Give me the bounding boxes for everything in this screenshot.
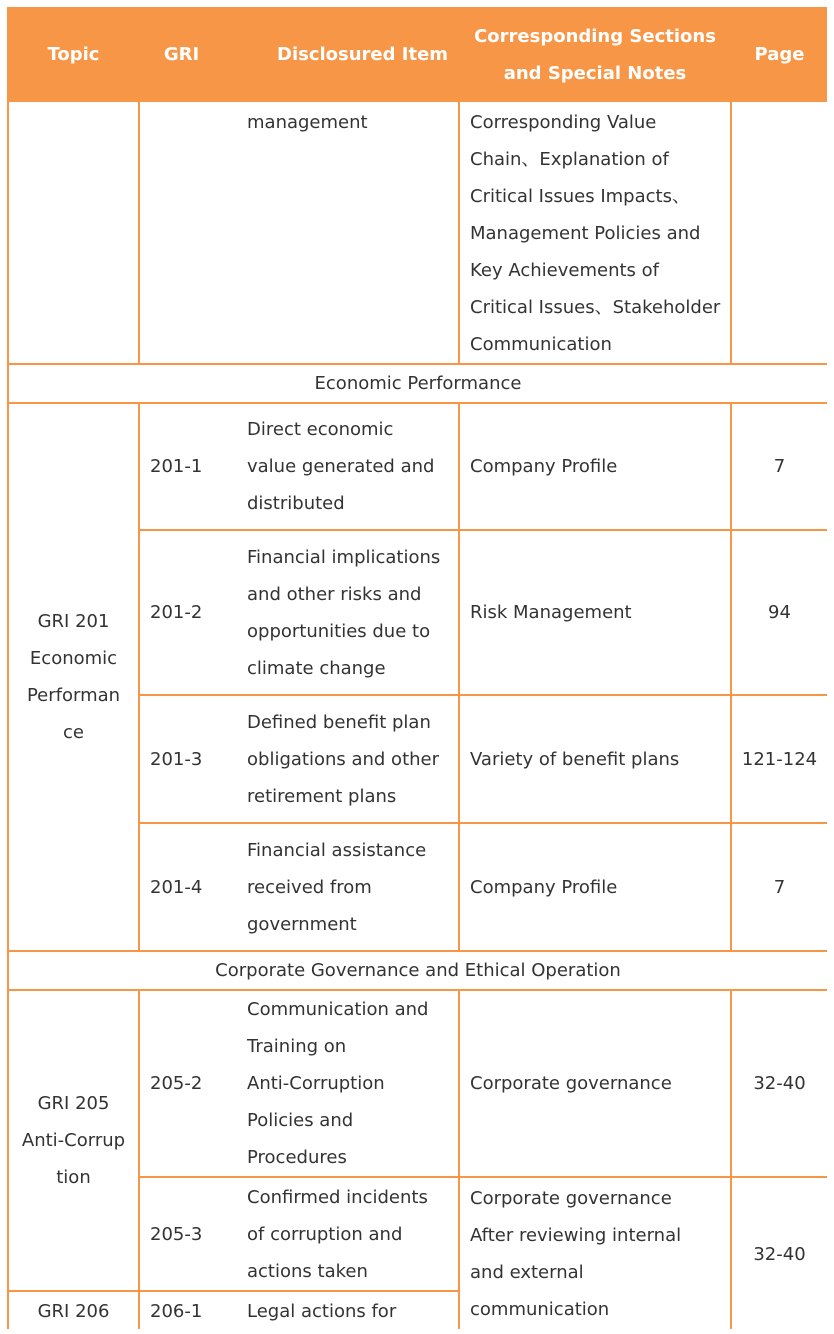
col-gri-header: GRI: [163, 44, 200, 65]
gri-code: 201-3: [150, 748, 203, 770]
topic-cell-gri201: GRI 201 Economic Performan ce: [8, 403, 139, 951]
gri-code: 205-2: [150, 1073, 203, 1094]
gri-item-cell: [139, 530, 459, 695]
page-cell: [731, 101, 827, 364]
gri-item-cell: [139, 403, 459, 530]
table-row: [8, 403, 827, 530]
notes-cell-shared: Corporate governance After reviewing internal and external communication: [459, 1177, 731, 1329]
col-topic-header: Topic: [8, 8, 139, 101]
page-cell: 7: [731, 403, 827, 530]
disclosure-item: Defined benefit plan obligations and other retirement plans: [247, 711, 440, 807]
page-cell: 94: [731, 530, 827, 695]
disclosure-item: Legal actions for: [247, 1300, 397, 1322]
notes-cell: Company Profile: [459, 403, 731, 530]
notes-cell: Variety of benefit plans: [459, 695, 731, 823]
gri-item-cell: [139, 1291, 459, 1329]
notes-cell: Risk Management: [459, 530, 731, 695]
disclosure-item: Direct economic value generated and distributed: [247, 419, 435, 514]
table-row: [8, 990, 827, 1177]
gri-item-cell: [139, 695, 459, 823]
topic-cell-gri205: GRI 205 Anti-Corrup tion: [8, 990, 139, 1291]
section-row: [8, 364, 827, 403]
gri-item-cell: [139, 990, 459, 1177]
disclosure-item: Confirmed incidents of corruption and actions taken: [247, 1186, 428, 1282]
col-gri-item-header: [139, 8, 459, 101]
gri-item-cell: [139, 823, 459, 951]
gri-item-cell: [139, 1177, 459, 1291]
table-row: [8, 101, 827, 364]
header-row: [8, 8, 827, 101]
item-cell: management: [139, 101, 459, 364]
notes-cell: Corresponding Value Chain、Explanation of Critical Issues Impacts、 Management Policies and Key Achievements of Critical Issues、Stakeholder Communication: [459, 101, 731, 364]
topic-cell-gri206: GRI 206: [8, 1291, 139, 1329]
gri-code: 201-2: [150, 602, 203, 623]
col-page-header: Page: [731, 8, 827, 101]
gri-code: 206-1: [150, 1300, 203, 1322]
col-notes-header: Corresponding Sections and Special Notes: [459, 8, 731, 101]
col-item-header: Disclosured Item: [277, 44, 449, 65]
disclosure-item: Communication and Training on Anti-Corruption Policies and Procedures: [247, 999, 429, 1168]
page-cell: 7: [731, 823, 827, 951]
section-governance: Corporate Governance and Ethical Operation: [8, 951, 827, 990]
gri-index-table-wrap: [7, 7, 827, 1329]
disclosure-item: Financial implications and other risks and opportunities due to climate change: [247, 546, 441, 679]
page-cell: 32-40: [731, 1177, 827, 1329]
gri-code: 201-1: [150, 456, 203, 477]
disclosure-item: Financial assistance received from government: [247, 839, 427, 935]
section-economic: Economic Performance: [8, 364, 827, 403]
notes-cell: Corporate governance: [459, 990, 731, 1177]
gri-code: 201-4: [150, 876, 203, 898]
section-row: [8, 951, 827, 990]
notes-cell: Company Profile: [459, 823, 731, 951]
topic-cell: [8, 101, 139, 364]
gri-code: 205-3: [150, 1223, 203, 1245]
page-cell: 32-40: [731, 990, 827, 1177]
gri-index-table: [7, 7, 827, 1329]
page-cell: 121-124: [731, 695, 827, 823]
